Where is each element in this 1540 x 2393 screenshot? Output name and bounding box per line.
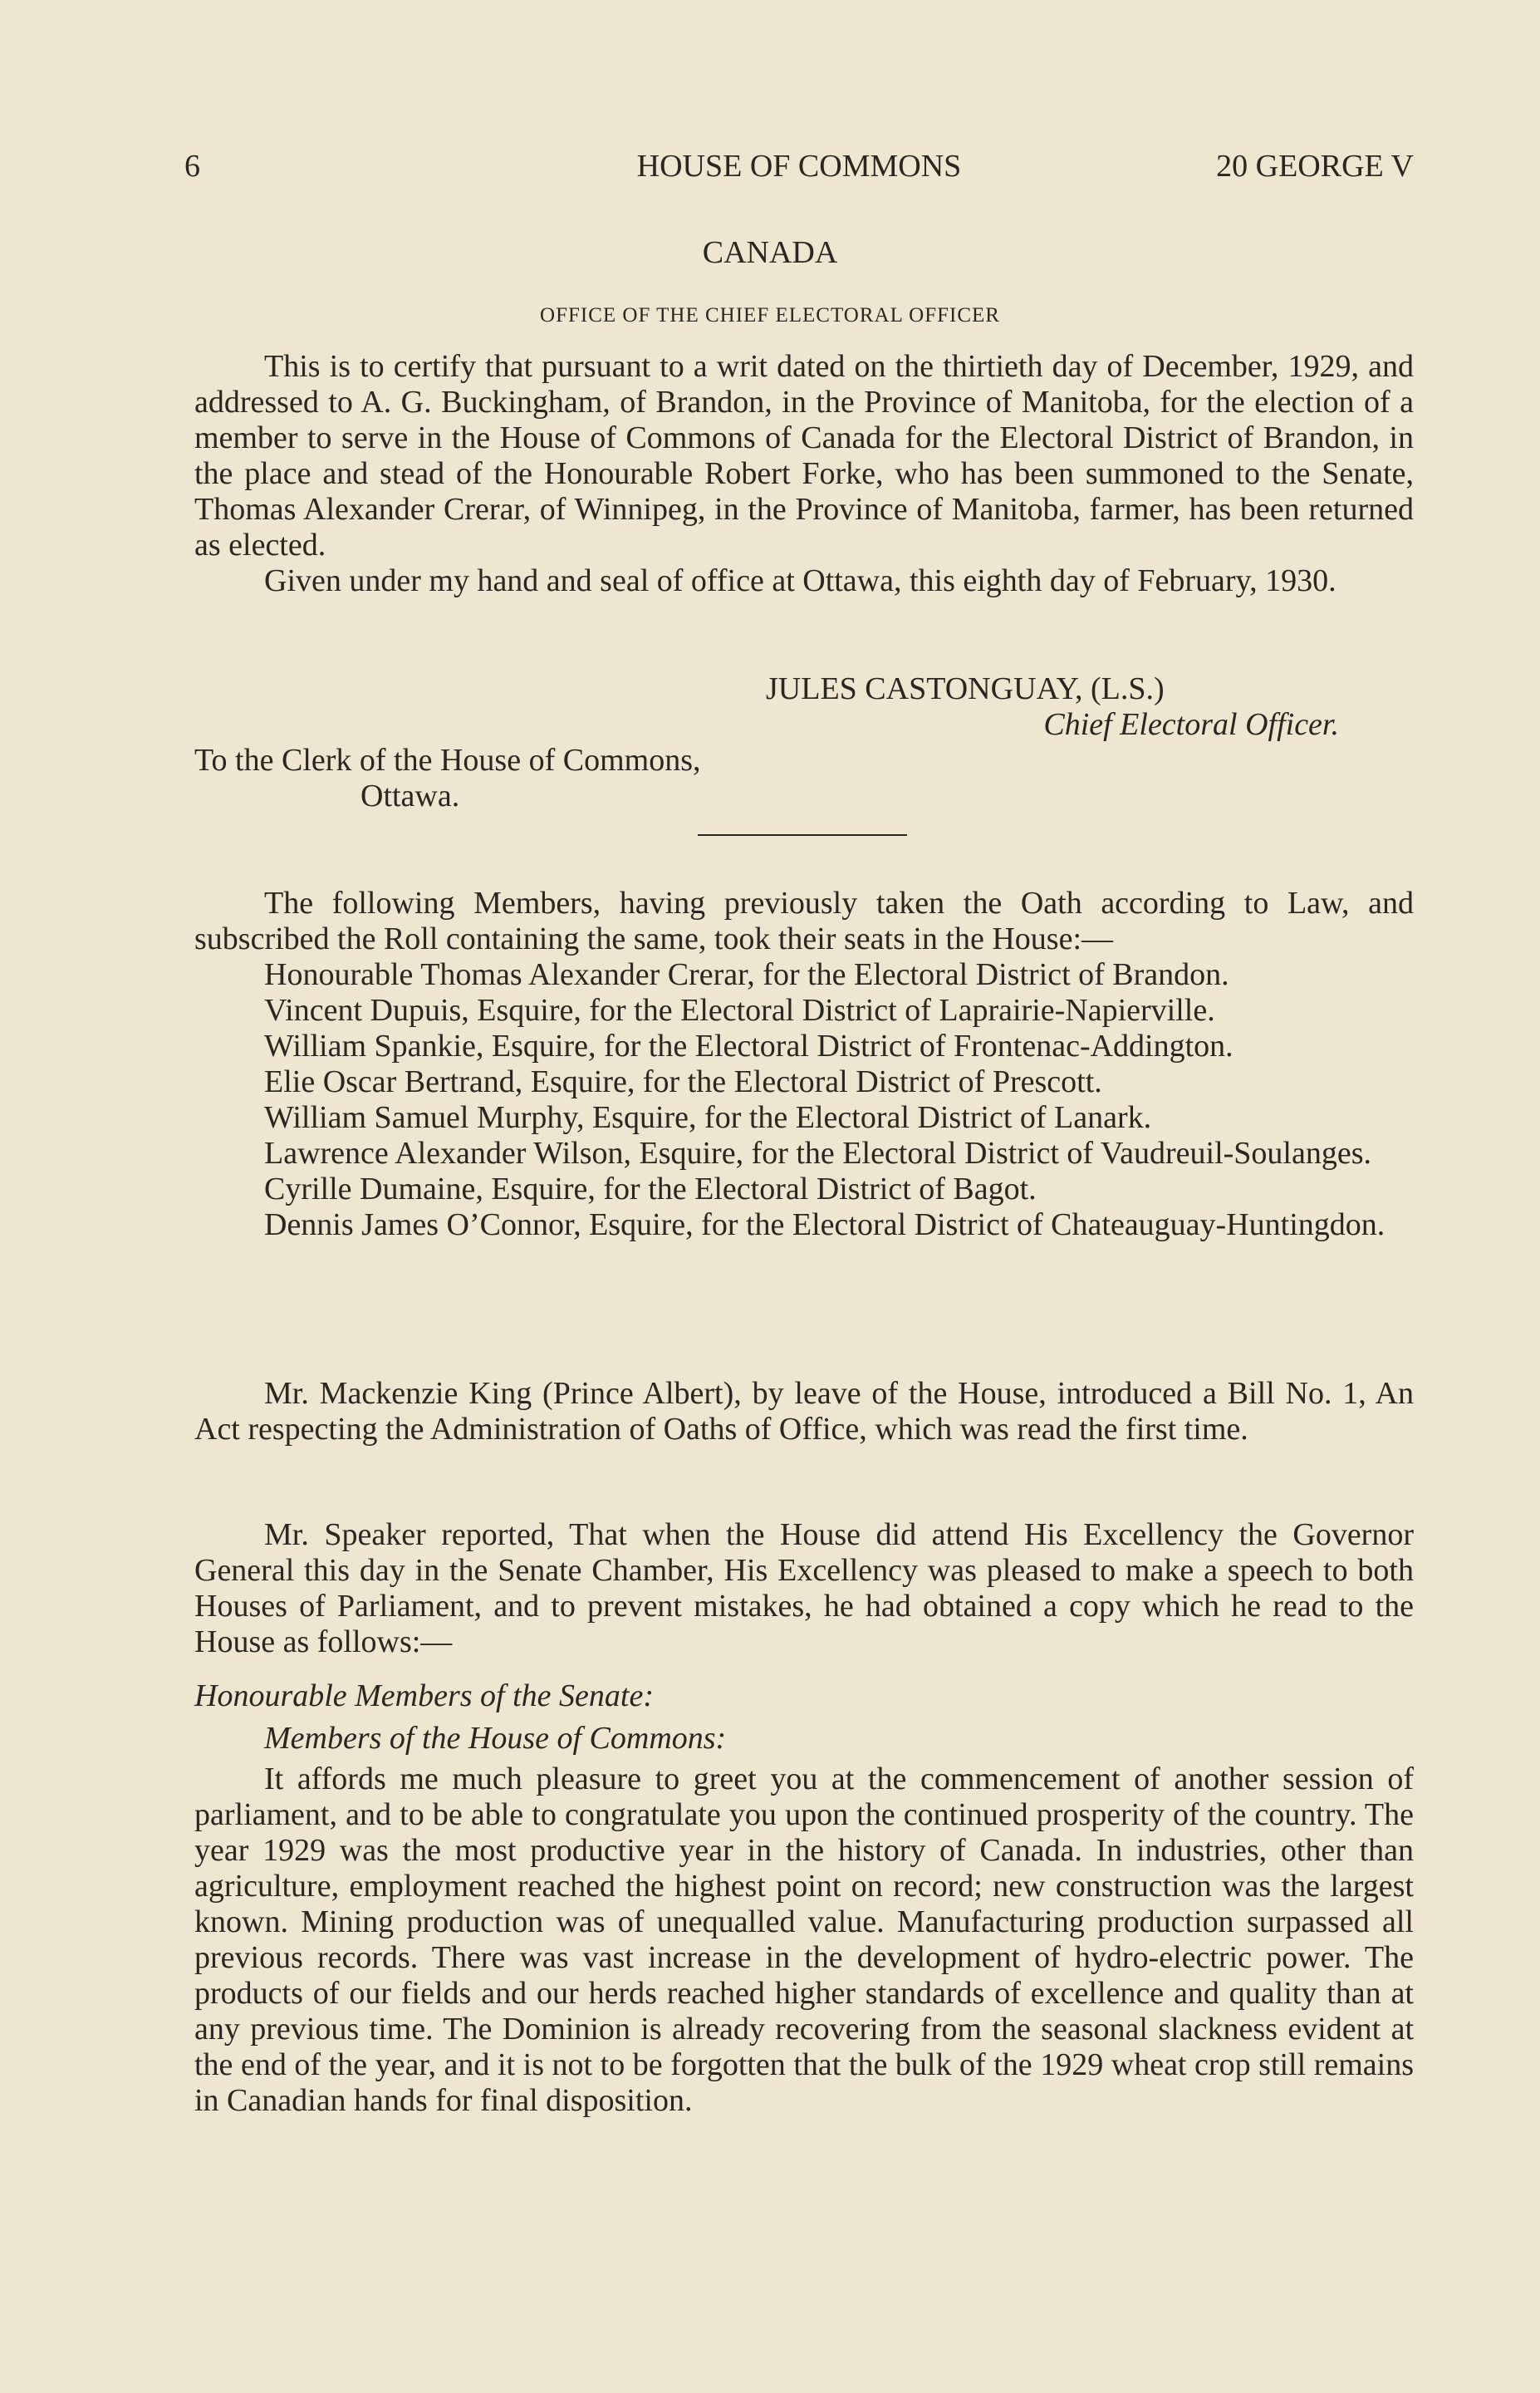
- member-entry: Dennis James O’Connor, Esquire, for the Electoral District of Chateauguay-Huntingdon.: [264, 1207, 1386, 1242]
- certificate-office: OFFICE OF THE CHIEF ELECTORAL OFFICER: [540, 304, 1000, 327]
- bill-section: [194, 1376, 1414, 1447]
- certificate-body-block: [194, 349, 1414, 599]
- page-number: 6: [184, 149, 200, 184]
- signature-block: [766, 671, 1347, 743]
- speaker-paragraph: Mr. Speaker reported, That when the House did attend His Excellency the Governor General this day in the Senate Chamber, His Excellency was pleased to make a speech to both Houses of Parliament, and to prevent mistakes, he had obtained a copy which he read to the House as follows:—: [194, 1517, 1414, 1659]
- salutation-commons: Members of the House of Commons:: [264, 1721, 727, 1756]
- member-entry: Elie Oscar Bertrand, Esquire, for the Electoral District of Prescott.: [264, 1064, 1102, 1099]
- member-entry: Lawrence Alexander Wilson, Esquire, for the Electoral District of Vaudreuil-Soulanges.: [264, 1136, 1371, 1171]
- signatory-name: JULES CASTONGUAY, (L.S.): [766, 671, 1165, 706]
- members-intro: The following Members, having previously taken the Oath according to Law, and subscribed the Roll containing the same, took their seats in the House:—: [194, 886, 1414, 956]
- page-header: [184, 148, 1414, 189]
- bill-paragraph: Mr. Mackenzie King (Prince Albert), by leave of the House, introduced a Bill No. 1, An Act respecting the Administration of Oaths of Office, which was read the first time.: [194, 1376, 1414, 1447]
- certificate-country: CANADA: [702, 235, 838, 270]
- signatory-title: Chief Electoral Officer.: [1043, 707, 1339, 742]
- member-entry: Vincent Dupuis, Esquire, for the Electoral District of Laprairie-Napierville.: [264, 993, 1215, 1028]
- running-title: HOUSE OF COMMONS: [636, 149, 962, 184]
- addressee-line-1: To the Clerk of the House of Commons,: [194, 743, 701, 778]
- regnal-year: 20 GEORGE V: [1216, 149, 1414, 184]
- section-divider: [698, 834, 907, 836]
- addressee-block: [194, 743, 1414, 814]
- certificate-body: This is to certify that pursuant to a writ dated on the thirtieth day of December, 1929, and addressed to A. G. Buckingham, of Brandon, in the Province of Manitoba, for the election of a member to serve in the House of Commons of Canada for the Electoral District of Brandon, in the place and stead of the Honourable Robert Forke, who has been summoned to the Senate, Thomas Alexander Crerar, of Winnipeg, in the Province of Manitoba, farmer, has been returned as elected.: [194, 349, 1414, 563]
- speech-body: It affords me much pleasure to greet you at the commencement of another session of parliament, and to be able to congratulate you upon the continued prosperity of the country. The year 1929 was the most productive year in the history of Canada. In industries, other than agriculture, employment reached the highest point on record; new construction was the largest known. Mining production was of unequalled value. Manufacturing production surpassed all previous records. There was vast increase in the development of hydro-electric power. The products of our fields and our herds reached higher standards of excellence and quality than at any previous time. The Dominion is already recovering from the seasonal slackness evident at the end of the year, and it is not to be forgotten that the bulk of the 1929 wheat crop still remains in Canadian hands for final disposition.: [194, 1762, 1414, 2118]
- speech-section: [194, 1678, 1414, 2119]
- member-entry: William Spankie, Esquire, for the Electoral District of Frontenac-Addington.: [264, 1029, 1233, 1064]
- members-section: [194, 886, 1414, 1243]
- member-entry: Honourable Thomas Alexander Crerar, for the Electoral District of Brandon.: [264, 957, 1229, 992]
- salutation-senate: Honourable Members of the Senate:: [194, 1678, 654, 1713]
- speaker-section: [194, 1517, 1414, 1660]
- addressee-line-2: Ottawa.: [360, 779, 460, 813]
- member-entry: William Samuel Murphy, Esquire, for the Electoral District of Lanark.: [264, 1100, 1152, 1135]
- member-entry: Cyrille Dumaine, Esquire, for the Electoral District of Bagot.: [264, 1172, 1037, 1206]
- certificate-given: Given under my hand and seal of office at Ottawa, this eighth day of February, 1930.: [264, 563, 1336, 598]
